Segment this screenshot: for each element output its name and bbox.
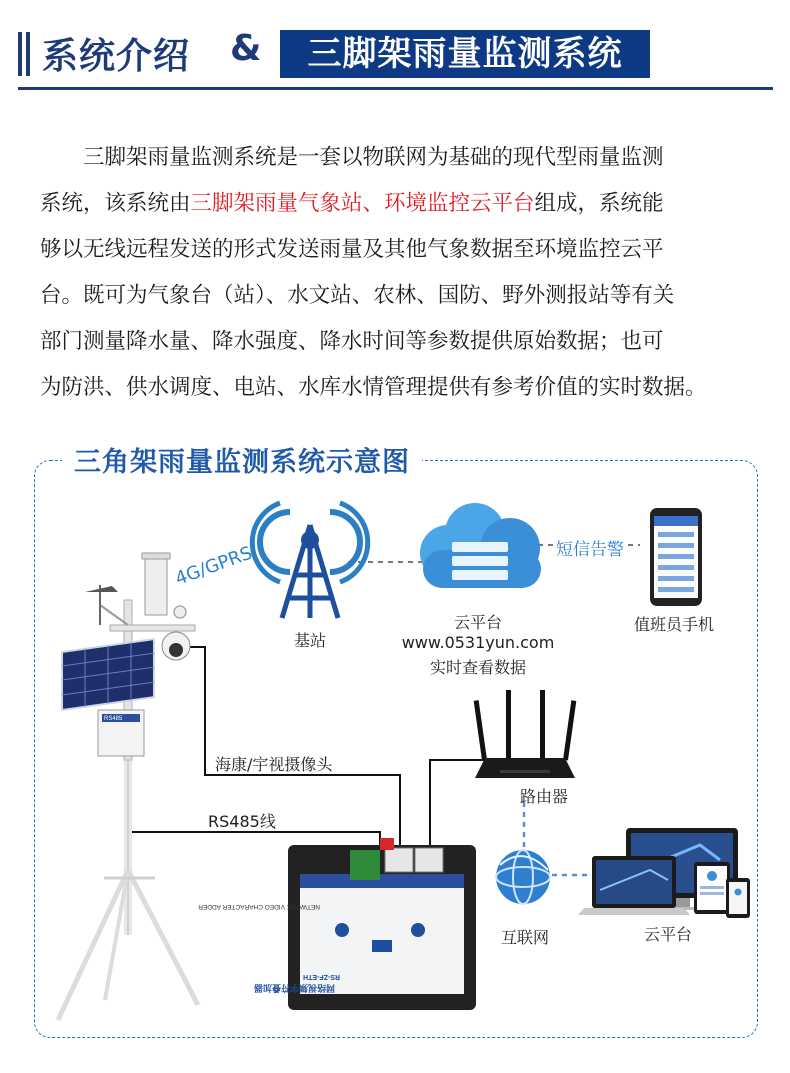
cloud-devices-icon [578, 828, 750, 918]
internet-label: 互联网 [500, 928, 550, 947]
duty-phone-icon [650, 508, 702, 606]
header-ampersand: & [230, 28, 262, 69]
internet-globe-icon [496, 850, 550, 904]
station-tag: RS485 [104, 716, 123, 722]
phone-label: 值班员手机 [633, 615, 715, 634]
intro-text: 三脚架雨量监测系统是一套以物联网为基础的现代型雨量监测 [40, 145, 664, 170]
header-title-right: 三脚架雨量监测系统 [307, 34, 623, 74]
cloud-label: 云平台 [453, 613, 503, 632]
camera-label: 海康/宇视摄像头 [215, 755, 333, 774]
intro-text: 系统，该系统由 [40, 191, 191, 216]
intro-text: 台。既可为气象台（站）、水文站、农林、国防、野外测报站等有关 [40, 283, 675, 308]
router-label: 路由器 [520, 787, 569, 806]
sms-alert-label: 短信告警 [554, 535, 626, 560]
intro-text: 组成，系统能 [534, 191, 664, 216]
intro-text: 够以无线远程发送的形式发送雨量及其他气象数据至环境监控云平 [40, 237, 664, 262]
device-model: RS-ZF-ETH [303, 973, 340, 980]
base-station-label: 基站 [293, 631, 327, 650]
cloud-url: www.0531yun.com [401, 633, 555, 652]
gprs-label: 4G/GPRS [172, 542, 256, 590]
cloud-platform-icon [420, 503, 541, 588]
weather-station-icon [58, 553, 198, 1020]
intro-highlight: 三脚架雨量气象站、环境监控云平台 [190, 191, 535, 216]
router-icon [474, 690, 577, 778]
rs485-label: RS485线 [208, 812, 276, 831]
device-text-en: NETWORK VIDEO CHARACTER ADDER [198, 903, 320, 910]
cloud2-label: 云平台 [643, 925, 693, 944]
intro-text: 部门测量降水量、降水强度、降水时间等参数提供原始数据；也可 [40, 329, 664, 354]
base-station-icon [252, 503, 367, 618]
device-text-cn: 网络视频字符叠加器 [253, 982, 335, 992]
header-title-left: 系统介绍 [42, 36, 191, 77]
cloud-sub-label: 实时查看数据 [429, 658, 527, 677]
intro-text: 为防洪、供水调度、电站、水库水情管理提供有参考价值的实时数据。 [40, 375, 707, 400]
diagram-title: 三角架雨量监测系统示意图 [62, 440, 422, 479]
